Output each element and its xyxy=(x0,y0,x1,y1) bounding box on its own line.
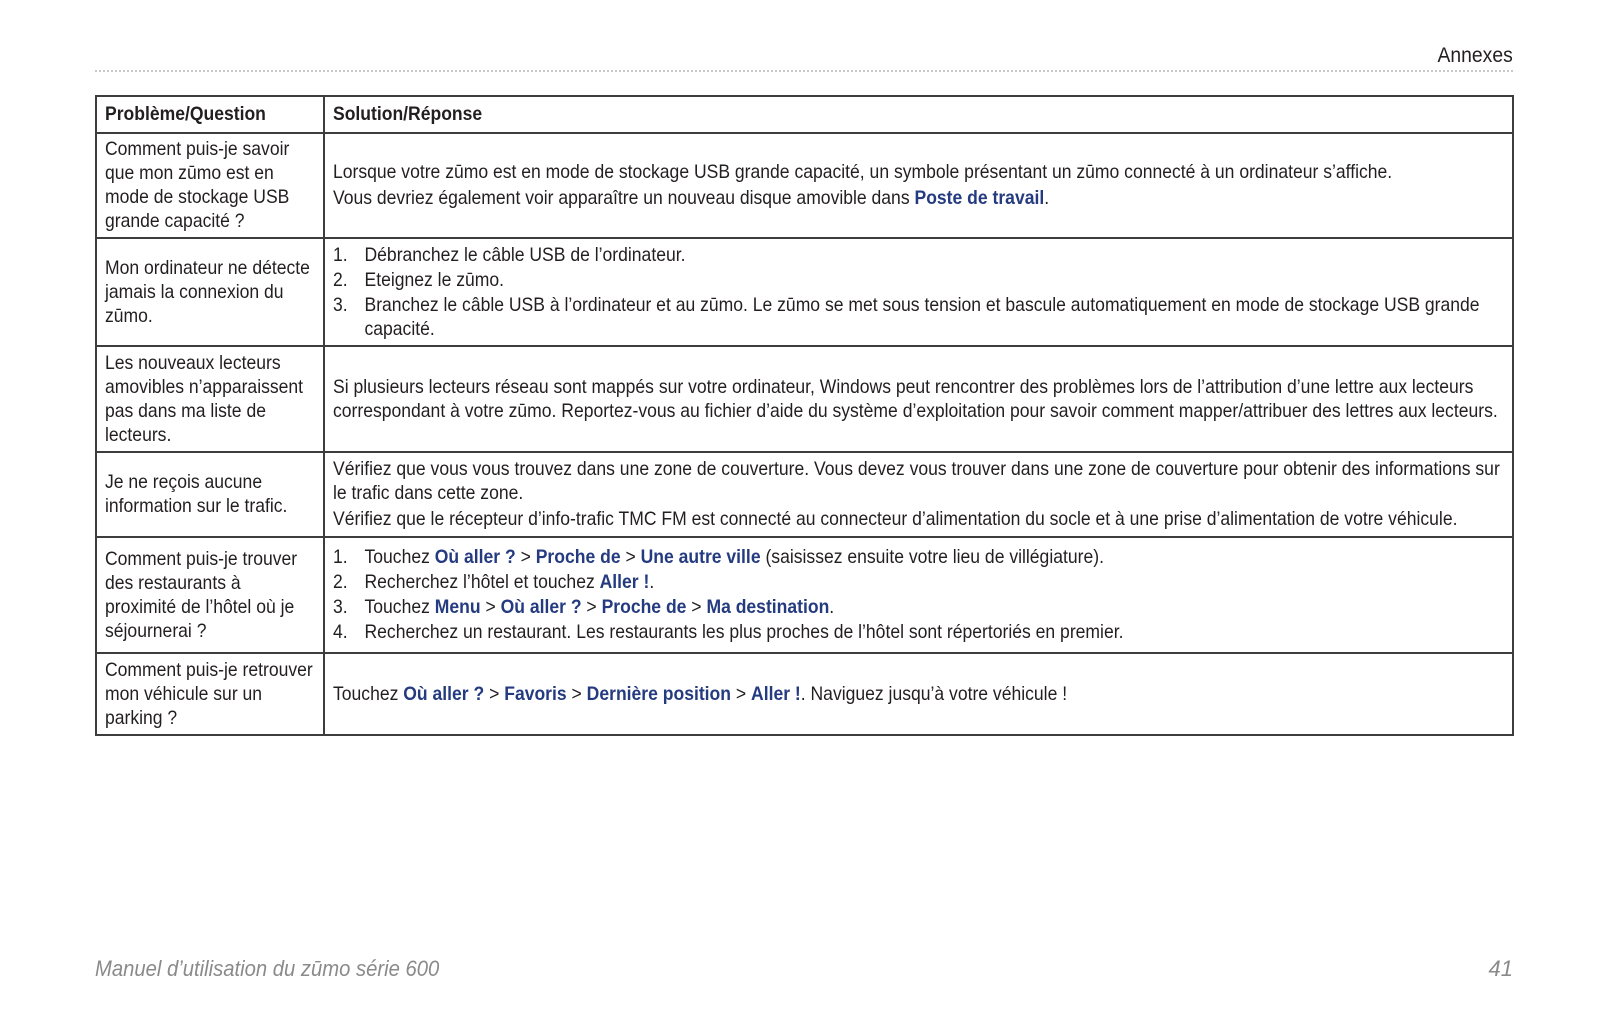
answer-cell xyxy=(324,537,1513,653)
list-item: 1. Touchez Où aller ? > Proche de > Une autre ville (saisissez ensuite votre lieu de villégiature). xyxy=(333,546,1104,568)
keyword-link: Ma destination xyxy=(706,596,830,618)
keyword-link: Une autre ville xyxy=(640,546,761,568)
keyword-link: Où aller ? xyxy=(403,682,485,705)
question-cell: Je ne reçois aucune information sur le trafic. xyxy=(96,452,324,537)
keyword-link: Aller ! xyxy=(599,571,650,593)
table-header-row xyxy=(96,96,1513,133)
keyword-link: Où aller ? xyxy=(434,546,516,568)
answer-text: Vérifiez que vous vous trouvez dans une zone de couverture. Vous devez vous trouver dans une zone de couverture pour obtenir des informations sur le trafic dans cette zone. xyxy=(333,458,1500,504)
faq-table xyxy=(95,95,1514,736)
answer-text: Si plusieurs lecteurs réseau sont mappés sur votre ordinateur, Windows peut rencontrer des problèmes lors de l’attribution d’une lettre aux lecteurs correspondant à votre zūmo. Reportez-vous au fichier d’aide du système d’exploitation pour savoir comment mapper/attribuer des lettres aux lecteurs. xyxy=(333,375,1498,422)
keyword-link: Où aller ? xyxy=(500,596,582,618)
column-header-problem: Problème/Question xyxy=(96,96,324,133)
steps-list xyxy=(333,545,1504,644)
keyword-link: Poste de travail xyxy=(914,187,1045,209)
answer-text: Lorsque votre zūmo est en mode de stockage USB grande capacité, un symbole présentant un zūmo connecté à un ordinateur s’affiche. xyxy=(333,161,1393,183)
column-header-solution: Solution/Réponse xyxy=(324,96,1513,133)
table-row xyxy=(96,346,1513,452)
table-row xyxy=(96,238,1513,346)
page-number: 41 xyxy=(1488,956,1513,981)
table-row xyxy=(96,133,1513,238)
answer-text: Vous devriez également voir apparaître un nouveau disque amovible dans Poste de travail. xyxy=(333,187,1050,209)
keyword-link: Dernière position xyxy=(586,682,732,705)
answer-cell xyxy=(324,452,1513,537)
question-cell: Comment puis-je retrouver mon véhicule sur un parking ? xyxy=(96,653,324,735)
list-item: 2. Eteignez le zūmo. xyxy=(333,268,505,291)
keyword-link: Menu xyxy=(434,596,481,618)
answer-text: Vérifiez que le récepteur d’info-trafic TMC FM est connecté au connecteur d’alimentation du socle et à une prise d’alimentation de votre véhicule. xyxy=(333,508,1458,530)
list-item: 4. Recherchez un restaurant. Les restaurants les plus proches de l’hôtel sont répertoriés en premier. xyxy=(333,621,1124,643)
keyword-link: Favoris xyxy=(504,682,567,705)
list-item: 3. Branchez le câble USB à l’ordinateur et au zūmo. Le zūmo se met sous tension et bascule automatiquement en mode de stockage USB grande capacité. xyxy=(333,293,1480,340)
answer-cell xyxy=(324,133,1513,238)
keyword-link: Aller ! xyxy=(751,682,801,705)
keyword-link: Proche de xyxy=(601,596,687,618)
list-item: 3. Touchez Menu > Où aller ? > Proche de > Ma destination. xyxy=(333,596,835,618)
answer-cell xyxy=(324,346,1513,452)
steps-list xyxy=(333,243,1504,341)
question-cell: Comment puis-je savoir que mon zūmo est en mode de stockage USB grande capacité ? xyxy=(96,133,324,238)
answer-cell xyxy=(324,653,1513,735)
table-row xyxy=(96,653,1513,735)
table-row xyxy=(96,452,1513,537)
question-cell: Les nouveaux lecteurs amovibles n’apparaissent pas dans ma liste de lecteurs. xyxy=(96,346,324,452)
manual-title: Manuel d’utilisation du zūmo série 600 xyxy=(95,956,440,981)
table-row xyxy=(96,537,1513,653)
page-header xyxy=(95,38,1513,72)
question-cell: Mon ordinateur ne détecte jamais la connexion du zūmo. xyxy=(96,238,324,346)
answer-text: Touchez Où aller ? > Favoris > Dernière position > Aller !. Naviguez jusqu’à votre véhicule ! xyxy=(333,682,1068,705)
keyword-link: Proche de xyxy=(535,546,621,568)
section-title: Annexes xyxy=(1437,44,1513,67)
question-cell: Comment puis-je trouver des restaurants à proximité de l’hôtel où je séjournerai ? xyxy=(96,537,324,653)
list-item: 2. Recherchez l’hôtel et touchez Aller !. xyxy=(333,571,655,593)
page-footer xyxy=(95,956,1513,986)
list-item: 1. Débranchez le câble USB de l’ordinateur. xyxy=(333,243,686,266)
answer-cell xyxy=(324,238,1513,346)
